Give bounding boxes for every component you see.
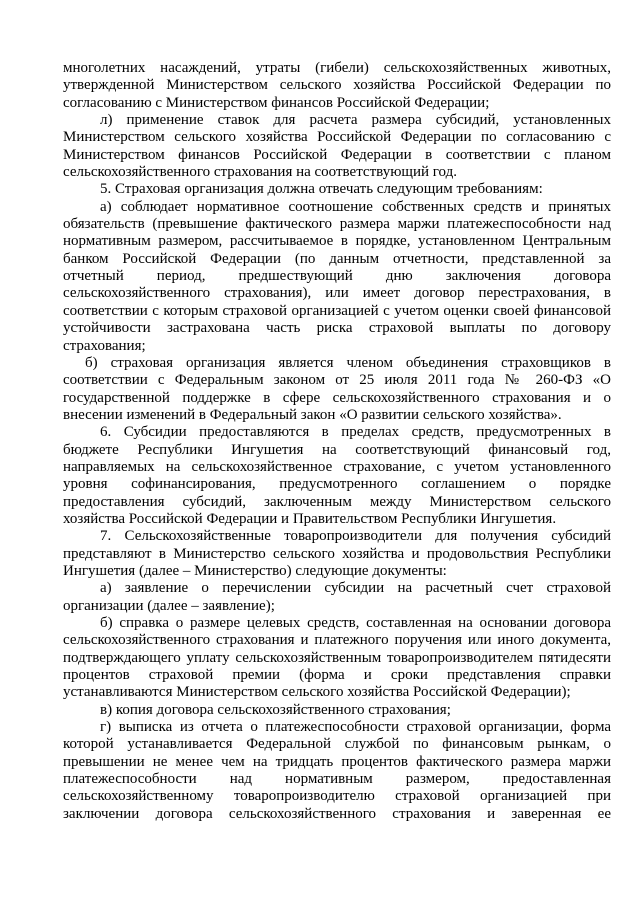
- document-line: г) выписка из отчета о платежеспособности страховой организации, форма: [100, 719, 611, 736]
- document-line: сельскохозяйственного страхования на соответствующий год.: [63, 164, 458, 181]
- document-line: а) заявление о перечислении субсидии на расчетный счет страховой: [100, 580, 611, 597]
- document-line: сельскохозяйственному товаропроизводителю страховой организацией при: [63, 788, 611, 805]
- document-line: процентов страховой премии (форма и сроки представления справки: [63, 667, 611, 684]
- document-line: бюджете Республики Ингушетия на соответствующий финансовый год,: [63, 441, 611, 458]
- document-line: сельскохозяйственного страхования и платежного поручения или иного документа,: [63, 632, 611, 649]
- document-line: соответствии с Федеральным законом от 25 июля 2011 года № 260-ФЗ «О: [63, 372, 611, 389]
- document-line: которой устанавливается Федеральной службой по финансовым рынкам, о: [63, 736, 611, 753]
- document-line: подтверждающего уплату сельскохозяйственным товаропроизводителем пятидесяти: [63, 649, 611, 666]
- document-line: представляют в Министерство сельского хозяйства и продовольствия Республики: [63, 545, 611, 562]
- document-line: уровня софинансирования, предусмотренного соглашением о порядке: [63, 476, 611, 493]
- document-line: страхования;: [63, 337, 146, 354]
- document-line: а) соблюдает нормативное соотношение собственных средств и принятых: [100, 198, 611, 215]
- document-line: 5. Страховая организация должна отвечать следующим требованиям:: [100, 181, 543, 198]
- document-line: 7. Сельскохозяйственные товаропроизводители для получения субсидий: [100, 528, 611, 545]
- document-line: отчетный период, предшествующий дню заключения договора: [63, 268, 611, 285]
- document-line: нормативным размером, рассчитываемое в порядке, установленном Центральным: [63, 233, 611, 250]
- document-line: хозяйства Российской Федерации и Правительством Республики Ингушетия.: [63, 510, 557, 527]
- document-line: л) применение ставок для расчета размера субсидий, установленных: [100, 112, 611, 129]
- document-line: б) справка о размере целевых средств, составленная на основании договора: [100, 615, 611, 631]
- document-line: государственной поддержке в сфере сельскохозяйственного страхования и о: [63, 389, 611, 406]
- document-line: согласованию с Министерством финансов Российской Федерации;: [63, 94, 490, 111]
- document-line: б) страховая организация является членом объединения страховщиков в: [85, 354, 611, 371]
- document-line: Министерством сельского хозяйства Российской Федерации по согласованию с: [63, 129, 611, 146]
- document-line: предоставления субсидий, заключенным между Министерством сельского: [63, 493, 611, 510]
- document-line: превышении не менее чем на тридцать процентов фактического размера маржи: [63, 753, 611, 770]
- document-line: направляемых на сельскохозяйственное страхование, с учетом установленного: [63, 458, 611, 475]
- document-line: заключении договора сельскохозяйственного страхования и заверенная ее: [63, 805, 611, 822]
- document-line: 6. Субсидии предоставляются в пределах средств, предусмотренных в: [100, 424, 611, 441]
- document-line: Министерством финансов Российской Федерации в соответствии с планом: [63, 146, 611, 163]
- document-line: соответствии с которым страховой организацией с учетом оценки своей финансовой: [63, 302, 611, 319]
- document-line: утвержденной Министерством сельского хозяйства Российской Федерации по: [63, 77, 611, 94]
- document-line: внесении изменений в Федеральный закон «О развитии сельского хозяйства».: [63, 406, 562, 423]
- document-line: Ингушетия (далее – Министерство) следующие документы:: [63, 562, 447, 579]
- document-line: платежеспособности над нормативным размером, предоставленная: [63, 771, 611, 788]
- document-line: сельскохозяйственного страхования), или имеет договор перестрахования, в: [63, 285, 611, 302]
- document-line: организации (далее – заявление);: [63, 597, 275, 614]
- document-line: в) копия договора сельскохозяйственного страхования;: [100, 701, 451, 718]
- document-line: обязательств (превышение фактического размера маржи платежеспособности над: [63, 216, 611, 233]
- document-line: устойчивости застрахована часть риска страховой выплаты по договору: [63, 320, 611, 337]
- document-line: устанавливаются Министерством сельского хозяйства Российской Федерации);: [63, 684, 571, 701]
- document-line: банком Российской Федерации (по данным отчетности, представленной за: [63, 250, 611, 267]
- document-line: многолетних насаждений, утраты (гибели) сельскохозяйственных животных,: [63, 60, 611, 76]
- document-body-text: [63, 60, 611, 823]
